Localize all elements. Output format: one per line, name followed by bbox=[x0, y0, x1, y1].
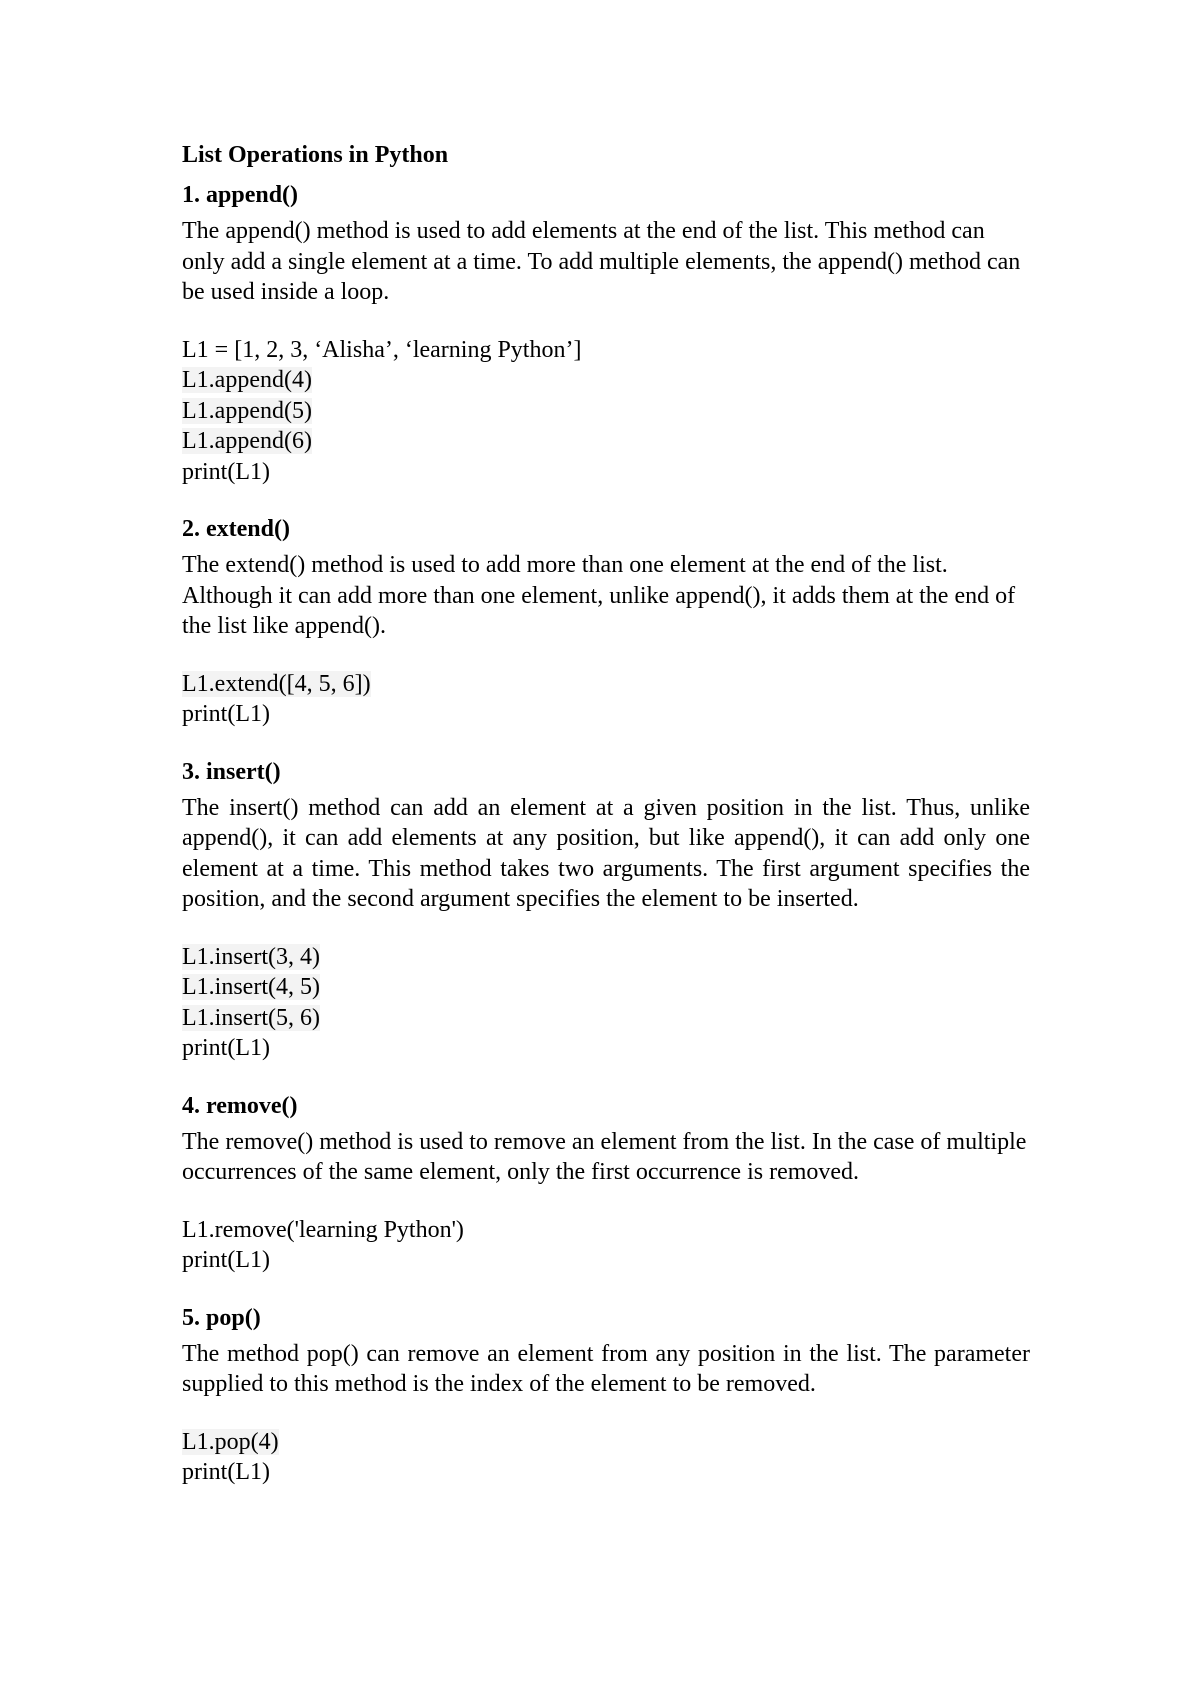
code-line: L1.insert(4, 5) bbox=[182, 974, 320, 1000]
code-block bbox=[182, 1427, 1030, 1488]
code-line: L1.insert(3, 4) bbox=[182, 943, 320, 970]
code-block bbox=[182, 669, 1030, 730]
page-title: List Operations in Python bbox=[182, 142, 449, 168]
section-append bbox=[182, 180, 1030, 487]
section-remove bbox=[182, 1091, 1030, 1276]
section-description: The remove() method is used to remove an element from the list. In the case of multiple occurrences of the same element, only the first occurrence is removed. bbox=[182, 1128, 1027, 1185]
code-line: L1.extend([4, 5, 6]) bbox=[182, 670, 371, 697]
code-line: L1.remove('learning Python') bbox=[182, 1216, 464, 1243]
code-line: L1.append(4) bbox=[182, 367, 312, 393]
section-heading: 2. extend() bbox=[182, 516, 290, 542]
section-description: The insert() method can add an element at a given position in the list. Thus, unlike append(), it can add elements at any position, but like append(), it can add only one element at a time. This method takes two arguments. The first argument specifies the position, and the second argument specifies the element to be inserted. bbox=[182, 794, 1030, 912]
code-line: L1.insert(5, 6) bbox=[182, 1004, 320, 1031]
code-line: L1 = [1, 2, 3, ‘Alisha’, ‘learning Python’] bbox=[182, 336, 582, 363]
code-line: print(L1) bbox=[182, 1459, 270, 1485]
section-extend bbox=[182, 514, 1030, 730]
code-line: L1.pop(4) bbox=[182, 1428, 279, 1455]
section-heading: 1. append() bbox=[182, 182, 299, 208]
code-block bbox=[182, 942, 1030, 1064]
code-line: print(L1) bbox=[182, 1247, 270, 1273]
code-line: print(L1) bbox=[182, 458, 270, 485]
section-description: The extend() method is used to add more than one element at the end of the list. Although it can add more than one element, unlike append(), it adds them at the end of the list like append(). bbox=[182, 552, 1016, 639]
code-line: print(L1) bbox=[182, 1035, 270, 1061]
code-line: L1.append(6) bbox=[182, 428, 312, 454]
document-page bbox=[182, 140, 1030, 1515]
code-line: L1.append(5) bbox=[182, 397, 312, 424]
code-block bbox=[182, 335, 1030, 488]
section-heading: 3. insert() bbox=[182, 758, 281, 785]
section-insert bbox=[182, 757, 1030, 1064]
section-description: The method pop() can remove an element from any position in the list. The parameter supplied to this method is the index of the element to be removed. bbox=[182, 1340, 1030, 1397]
section-heading: 5. pop() bbox=[182, 1304, 261, 1331]
code-line: print(L1) bbox=[182, 701, 270, 727]
section-description: The append() method is used to add elements at the end of the list. This method can only add a single element at a time. To add multiple elements, the append() method can be used inside a loop. bbox=[182, 218, 1021, 305]
code-block bbox=[182, 1215, 1030, 1276]
section-heading: 4. remove() bbox=[182, 1092, 298, 1119]
section-pop bbox=[182, 1303, 1030, 1488]
